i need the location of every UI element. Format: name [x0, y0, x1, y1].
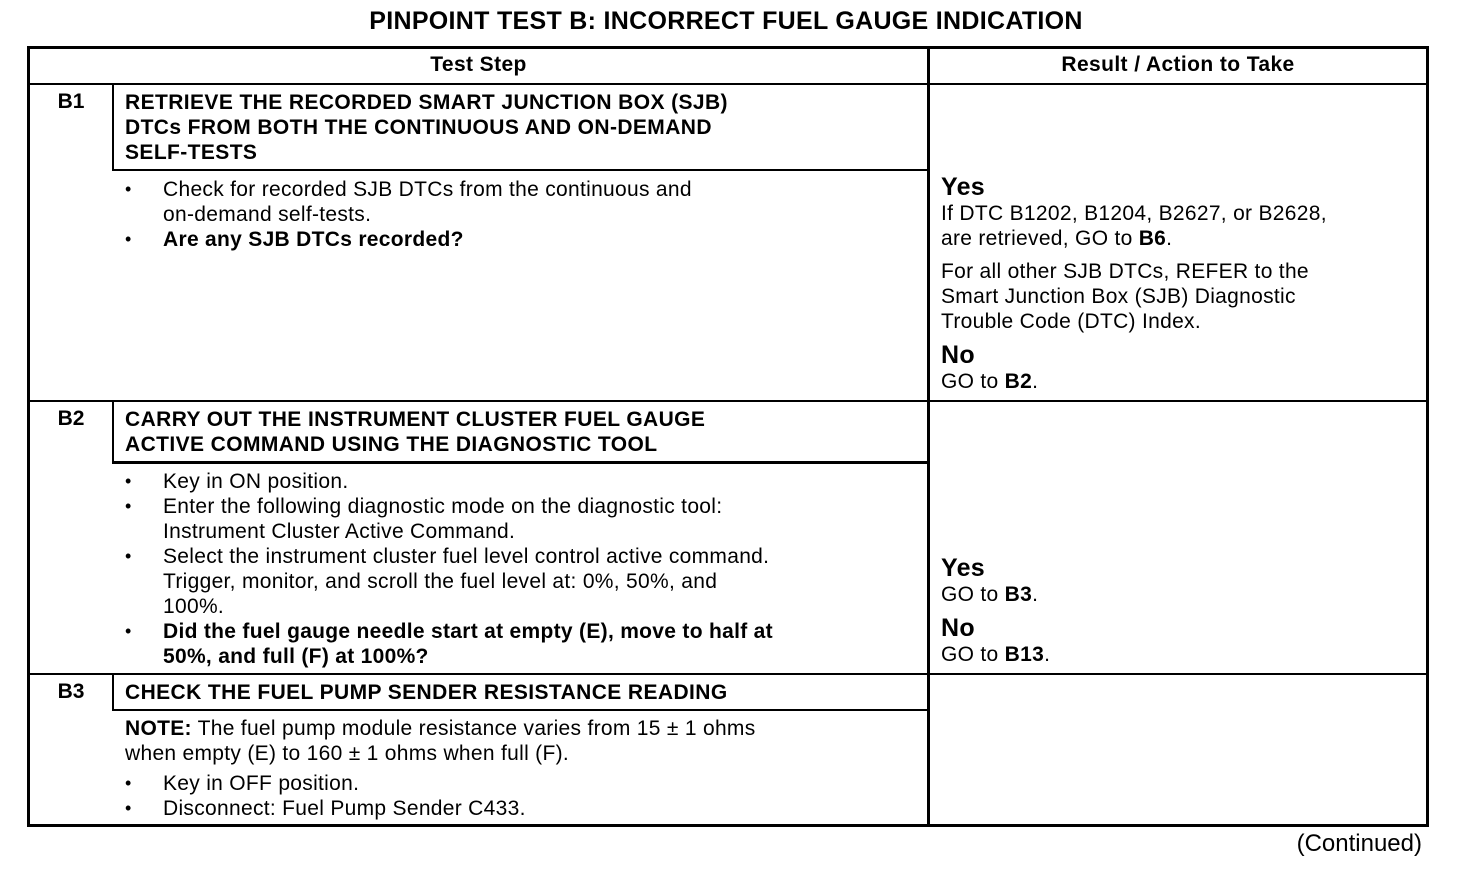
b1-yes-ref: B6	[1138, 227, 1167, 250]
b2-bullet-4: Did the fuel gauge needle start at empty (E), move to half at 50%, and full (F) at 100%?	[163, 620, 773, 668]
step-title-b2: CARRY OUT THE INSTRUMENT CLUSTER FUEL GAUGE ACTIVE COMMAND USING THE DIAGNOSTIC TOOL	[125, 408, 706, 456]
bullet-icon: •	[125, 179, 132, 199]
b2-yes-label: Yes	[941, 554, 986, 582]
b2-row-divider	[30, 673, 1426, 675]
b2-bullet-1: Key in ON position.	[163, 470, 349, 493]
step-id-b1: B1	[57, 90, 85, 113]
b1-no-label: No	[941, 341, 975, 369]
b2-yes-ref: B3	[1004, 583, 1033, 606]
b2-no-ref: B13	[1004, 643, 1045, 666]
bullet-icon: •	[125, 798, 132, 818]
header-divider	[30, 83, 1426, 85]
step-id-b3: B3	[57, 680, 85, 703]
b1-yes-label: Yes	[941, 173, 986, 201]
b3-bullet-1: Key in OFF position.	[163, 772, 360, 795]
b1-no-ref: B2	[1004, 370, 1033, 393]
b1-row-divider	[30, 400, 1426, 402]
note-label: NOTE:	[125, 717, 192, 740]
b1-bullet-1: Check for recorded SJB DTCs from the continuous and on-demand self-tests.	[163, 178, 692, 226]
b1-id-divider	[112, 85, 114, 170]
b3-title-divider	[112, 709, 928, 711]
b1-title-divider	[112, 169, 928, 171]
b2-bullet-2: Enter the following diagnostic mode on the diagnostic tool: Instrument Cluster Active Command.	[163, 495, 723, 543]
bullet-icon: •	[125, 621, 132, 641]
b2-title-divider	[112, 461, 928, 464]
column-divider	[927, 49, 930, 824]
b3-id-divider	[112, 675, 114, 710]
bullet-icon: •	[125, 471, 132, 491]
bullet-icon: •	[125, 496, 132, 516]
step-id-b2: B2	[57, 407, 85, 430]
header-test-step: Test Step	[430, 53, 527, 76]
step-title-b3: CHECK THE FUEL PUMP SENDER RESISTANCE READING	[125, 681, 728, 704]
b2-no-label: No	[941, 614, 975, 642]
b1-yes-other: For all other SJB DTCs, REFER to the Smart Junction Box (SJB) Diagnostic Trouble Code (DTC) Index.	[941, 260, 1309, 333]
bullet-icon: •	[125, 229, 132, 249]
page-title: PINPOINT TEST B: INCORRECT FUEL GAUGE INDICATION	[369, 7, 1083, 35]
b3-note: NOTE: The fuel pump module resistance varies from 15 ± 1 ohms when empty (E) to 160 ± 1 ohms when full (F).	[125, 717, 756, 765]
b1-bullet-2: Are any SJB DTCs recorded?	[163, 228, 464, 251]
b3-bullet-2: Disconnect: Fuel Pump Sender C433.	[163, 797, 526, 820]
b2-bullet-3: Select the instrument cluster fuel level control active command. Trigger, monitor, and scroll the fuel level at: 0%, 50%, and 100%.	[163, 545, 770, 618]
result-b2: Yes GO to B3. No GO to B13.	[941, 555, 1421, 667]
b2-id-divider	[112, 402, 114, 463]
bullet-icon: •	[125, 546, 132, 566]
header-result: Result / Action to Take	[1061, 53, 1295, 76]
bullet-icon: •	[125, 773, 132, 793]
step-title-b1: RETRIEVE THE RECORDED SMART JUNCTION BOX (SJB) DTCs FROM BOTH THE CONTINUOUS AND ON-DEMAND SELF-TESTS	[125, 91, 728, 164]
continued-label: (Continued)	[1296, 830, 1422, 857]
result-b1: Yes If DTC B1202, B1204, B2627, or B2628, are retrieved, GO to B6. For all other SJB DTCs, REFER to the Smart Junction Box (SJB) Diagnostic Trouble Code (DTC) Index. No GO to B2.	[941, 174, 1421, 394]
pinpoint-test-table	[27, 46, 1429, 827]
